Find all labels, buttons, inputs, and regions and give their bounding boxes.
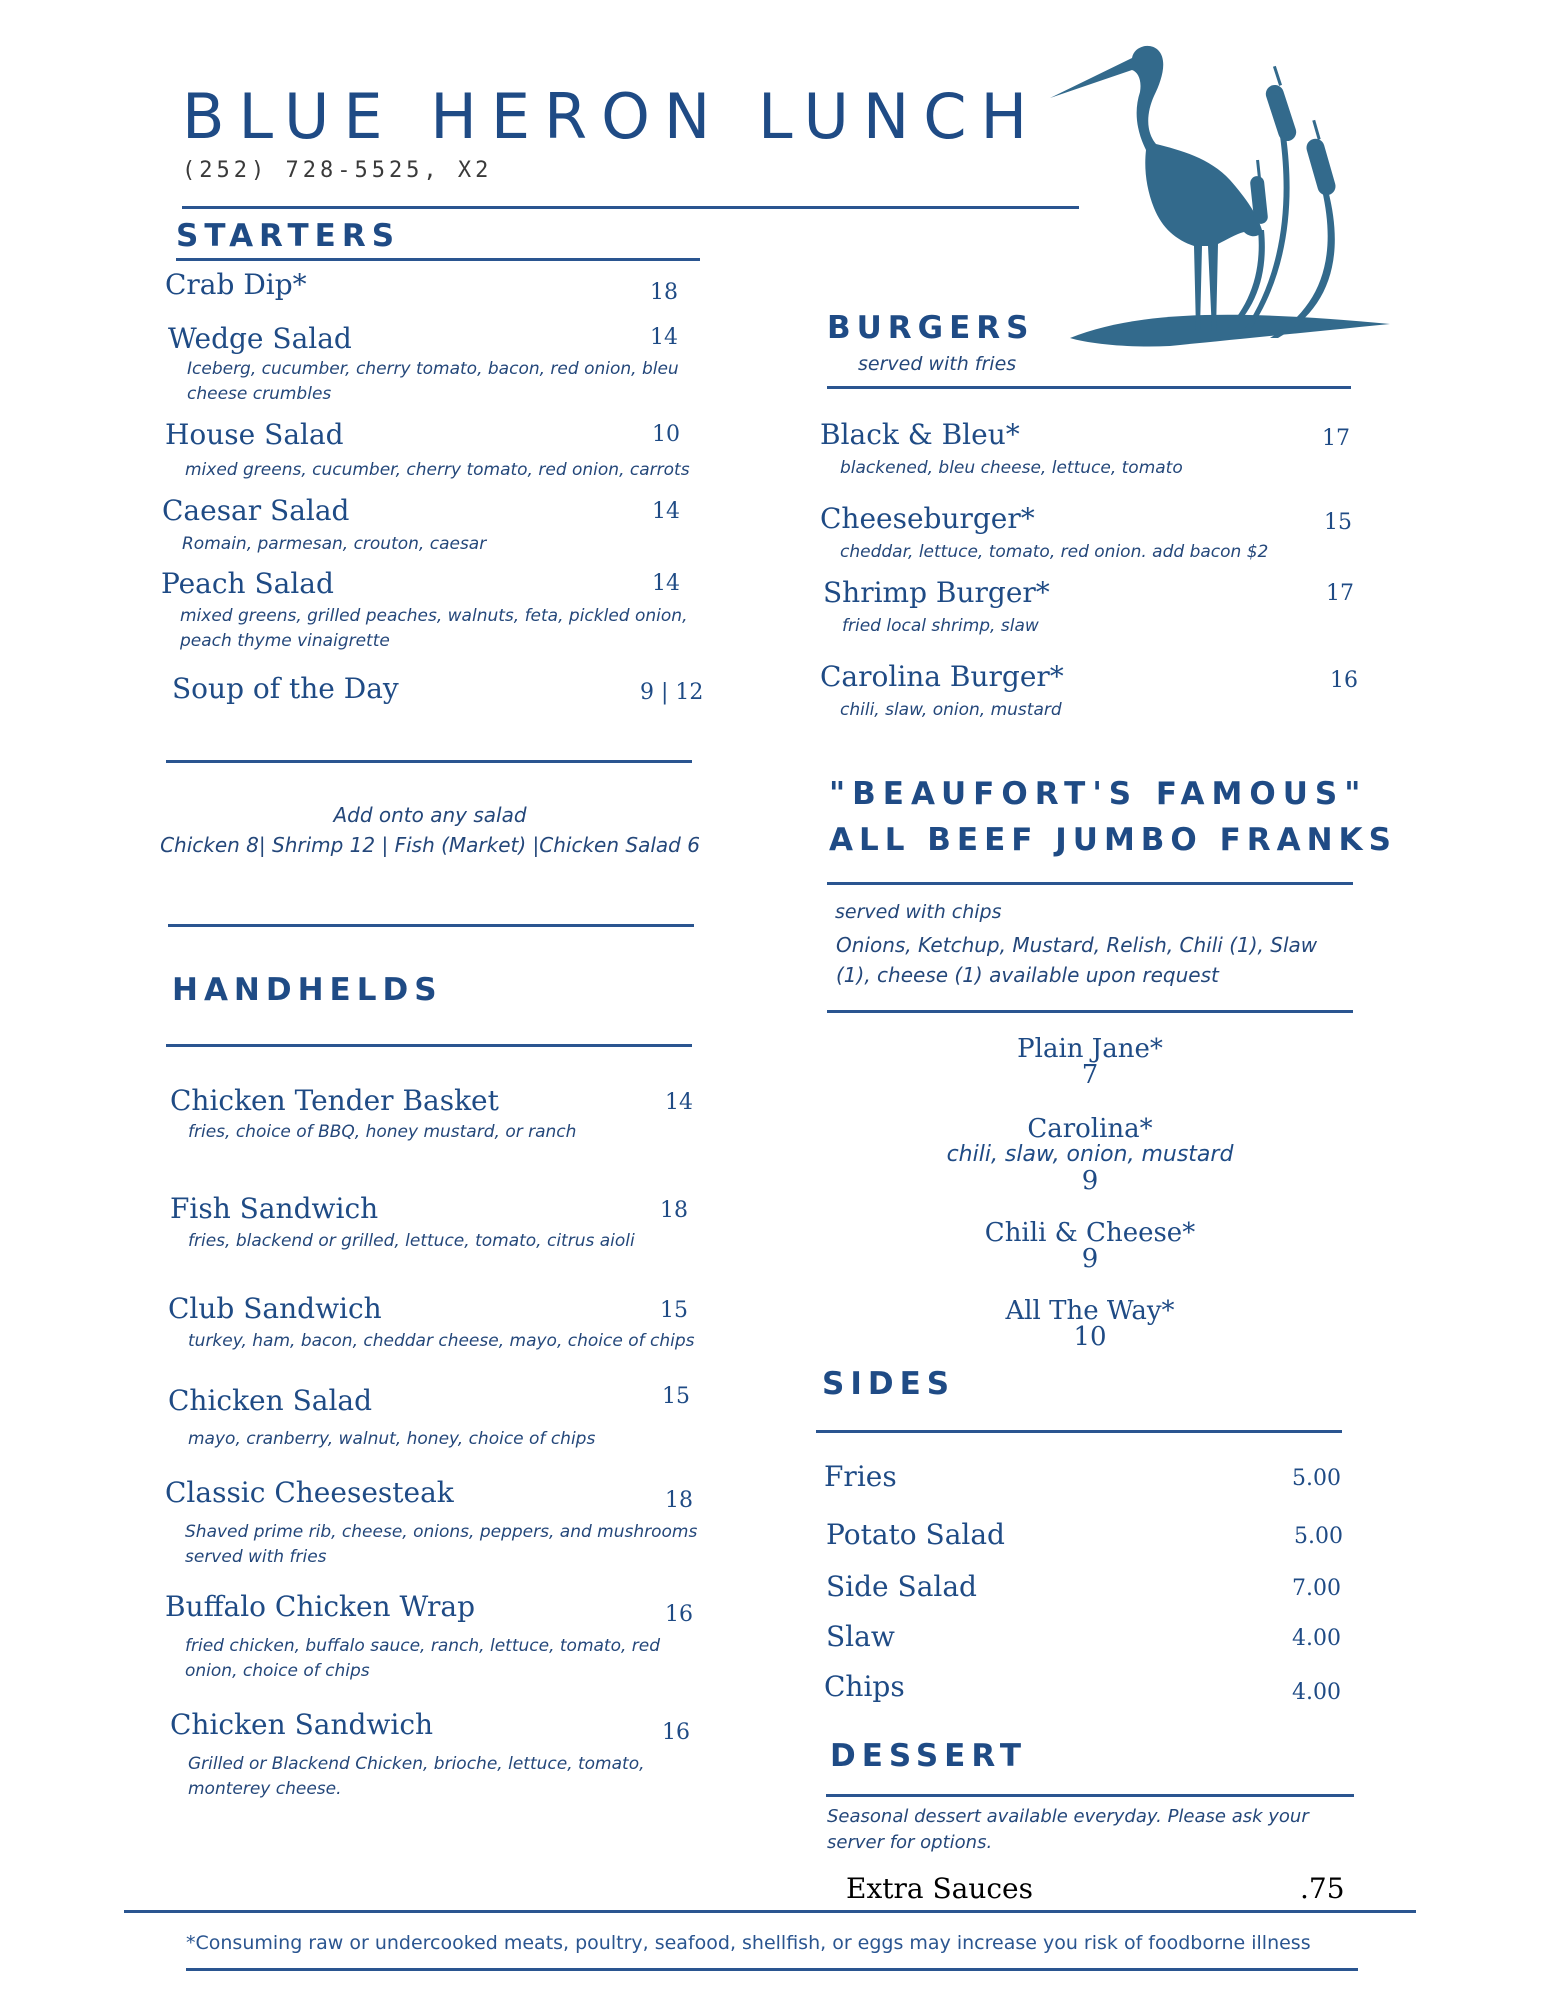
handheld-desc: Grilled or Blackend Chicken, brioche, lettuce, tomato, monterey cheese. bbox=[188, 1754, 645, 1799]
starter-price: 14 bbox=[652, 571, 680, 596]
handheld-name: Chicken Salad bbox=[168, 1384, 373, 1417]
handheld-price: 18 bbox=[665, 1488, 693, 1513]
starter-name: Crab Dip* bbox=[165, 268, 307, 301]
handheld-name: Classic Cheesesteak bbox=[165, 1476, 454, 1509]
frank-item bbox=[880, 1298, 1300, 1350]
side-price: 4.00 bbox=[1292, 1680, 1341, 1705]
burger-name: Cheeseburger* bbox=[820, 502, 1035, 535]
frank-name: All The Way* bbox=[1005, 1296, 1175, 1326]
side-price: 5.00 bbox=[1292, 1466, 1341, 1491]
handheld-desc: fries, choice of BBQ, honey mustard, or ranch bbox=[188, 1122, 577, 1142]
starters-divider bbox=[176, 258, 700, 261]
burger-desc: fried local shrimp, slaw bbox=[842, 616, 1039, 636]
heron-cattail-icon bbox=[1050, 40, 1400, 360]
frank-name: Plain Jane* bbox=[1017, 1034, 1163, 1064]
addon-title: Add onto any salad bbox=[333, 803, 527, 827]
side-name: Fries bbox=[824, 1460, 897, 1493]
side-name: Potato Salad bbox=[826, 1518, 1005, 1551]
starters-heading: STARTERS bbox=[176, 218, 401, 254]
handheld-desc: turkey, ham, bacon, cheddar cheese, mayo, choice of chips bbox=[188, 1331, 695, 1351]
frank-item bbox=[880, 1220, 1300, 1272]
handheld-name: Chicken Tender Basket bbox=[170, 1084, 499, 1117]
burger-name: Carolina Burger* bbox=[820, 660, 1064, 693]
side-name: Chips bbox=[824, 1670, 905, 1703]
starter-desc: Romain, parmesan, crouton, caesar bbox=[182, 534, 487, 554]
handheld-price: 15 bbox=[662, 1384, 690, 1409]
starter-desc: mixed greens, cucumber, cherry tomato, red onion, carrots bbox=[185, 460, 690, 480]
phone-number: (252) 728-5525, X2 bbox=[182, 158, 493, 183]
starter-name: House Salad bbox=[165, 418, 344, 451]
dessert-desc: Seasonal dessert available everyday. Please ask your server for options. bbox=[827, 1806, 1309, 1853]
starter-name: Caesar Salad bbox=[162, 494, 350, 527]
handheld-name: Buffalo Chicken Wrap bbox=[165, 1590, 475, 1623]
franks-divider-bottom bbox=[827, 1010, 1353, 1013]
handheld-price: 18 bbox=[660, 1198, 688, 1223]
frank-price: 10 bbox=[1073, 1322, 1107, 1352]
addon-divider-top bbox=[166, 760, 692, 763]
handhelds-heading: HANDHELDS bbox=[172, 972, 443, 1008]
frank-price: 7 bbox=[1081, 1060, 1099, 1090]
starter-desc: Iceberg, cucumber, cherry tomato, bacon, red onion, bleu cheese crumbles bbox=[187, 359, 679, 404]
sides-divider bbox=[816, 1430, 1342, 1433]
handheld-name: Club Sandwich bbox=[168, 1292, 382, 1325]
starter-price: 18 bbox=[650, 280, 678, 305]
starter-name: Wedge Salad bbox=[168, 322, 352, 355]
dessert-divider bbox=[826, 1794, 1354, 1797]
burgers-heading: BURGERS bbox=[827, 310, 1035, 346]
franks-toppings: Onions, Ketchup, Mustard, Relish, Chili (1), Slaw (1), cheese (1) available upon request bbox=[836, 933, 1318, 987]
handheld-price: 14 bbox=[665, 1090, 693, 1115]
side-name: Side Salad bbox=[826, 1570, 977, 1603]
handheld-desc: fried chicken, buffalo sauce, ranch, lettuce, tomato, red onion, choice of chips bbox=[185, 1636, 661, 1681]
dessert-heading: DESSERT bbox=[830, 1738, 1027, 1774]
side-price: 5.00 bbox=[1294, 1524, 1343, 1549]
addon-options: Chicken 8| Shrimp 12 | Fish (Market) |Chicken Salad 6 bbox=[160, 833, 700, 857]
foodborne-disclaimer: *Consuming raw or undercooked meats, poultry, seafood, shellfish, or eggs may increase you risk of foodborne illness bbox=[186, 1932, 1311, 1954]
franks-heading-line1: "BEAUFORT'S FAMOUS" bbox=[829, 776, 1368, 812]
burgers-divider bbox=[827, 386, 1351, 389]
frank-name: Chili & Cheese* bbox=[984, 1218, 1196, 1248]
franks-divider-top bbox=[827, 882, 1353, 885]
handheld-desc: mayo, cranberry, walnut, honey, choice of chips bbox=[188, 1429, 596, 1449]
franks-served: served with chips bbox=[835, 901, 1002, 923]
burgers-subtitle: served with fries bbox=[858, 353, 1017, 375]
frank-item bbox=[880, 1036, 1300, 1088]
handheld-price: 16 bbox=[665, 1602, 693, 1627]
burger-price: 17 bbox=[1326, 581, 1354, 606]
handheld-name: Chicken Sandwich bbox=[170, 1708, 434, 1741]
frank-desc: chili, slaw, onion, mustard bbox=[946, 1142, 1234, 1167]
starter-desc: mixed greens, grilled peaches, walnuts, feta, pickled onion, peach thyme vinaigrette bbox=[180, 606, 688, 651]
starter-price: 10 bbox=[652, 422, 680, 447]
burger-desc: blackened, bleu cheese, lettuce, tomato bbox=[840, 458, 1183, 478]
burger-name: Black & Bleu* bbox=[820, 418, 1020, 451]
header-divider bbox=[182, 206, 1079, 209]
burger-price: 16 bbox=[1330, 668, 1358, 693]
burger-name: Shrimp Burger* bbox=[823, 576, 1050, 609]
addon-divider-bottom bbox=[168, 924, 694, 927]
handheld-name: Fish Sandwich bbox=[170, 1192, 379, 1225]
handheld-desc: fries, blackend or grilled, lettuce, tomato, citrus aioli bbox=[188, 1231, 635, 1251]
handheld-price: 15 bbox=[660, 1298, 688, 1323]
starter-price: 14 bbox=[650, 325, 678, 350]
extra-sauces-price: .75 bbox=[1300, 1872, 1345, 1905]
starter-price: 14 bbox=[652, 499, 680, 524]
burger-desc: cheddar, lettuce, tomato, red onion. add bacon $2 bbox=[840, 542, 1269, 562]
handheld-price: 16 bbox=[662, 1720, 690, 1745]
franks-heading-line2: ALL BEEF JUMBO FRANKS bbox=[829, 822, 1397, 858]
side-name: Slaw bbox=[826, 1620, 895, 1653]
extra-sauces-name: Extra Sauces bbox=[846, 1872, 1033, 1905]
frank-item bbox=[880, 1116, 1300, 1194]
starter-price: 9 | 12 bbox=[640, 680, 704, 705]
frank-price: 9 bbox=[1081, 1244, 1099, 1274]
sides-heading: SIDES bbox=[822, 1366, 956, 1402]
footer-divider-top bbox=[124, 1910, 1416, 1913]
side-price: 4.00 bbox=[1292, 1626, 1341, 1651]
burger-desc: chili, slaw, onion, mustard bbox=[840, 700, 1062, 720]
burger-price: 15 bbox=[1324, 510, 1352, 535]
handhelds-divider bbox=[166, 1044, 692, 1047]
side-price: 7.00 bbox=[1292, 1576, 1341, 1601]
frank-name: Carolina* bbox=[1027, 1114, 1153, 1144]
frank-price: 9 bbox=[1081, 1166, 1099, 1196]
menu-title: BLUE HERON LUNCH bbox=[182, 80, 1042, 153]
starter-name: Peach Salad bbox=[161, 567, 334, 600]
starter-name: Soup of the Day bbox=[172, 672, 399, 705]
footer-divider-bottom bbox=[186, 1968, 1358, 1971]
handheld-desc: Shaved prime rib, cheese, onions, peppers, and mushrooms served with fries bbox=[185, 1522, 698, 1567]
burger-price: 17 bbox=[1322, 426, 1350, 451]
